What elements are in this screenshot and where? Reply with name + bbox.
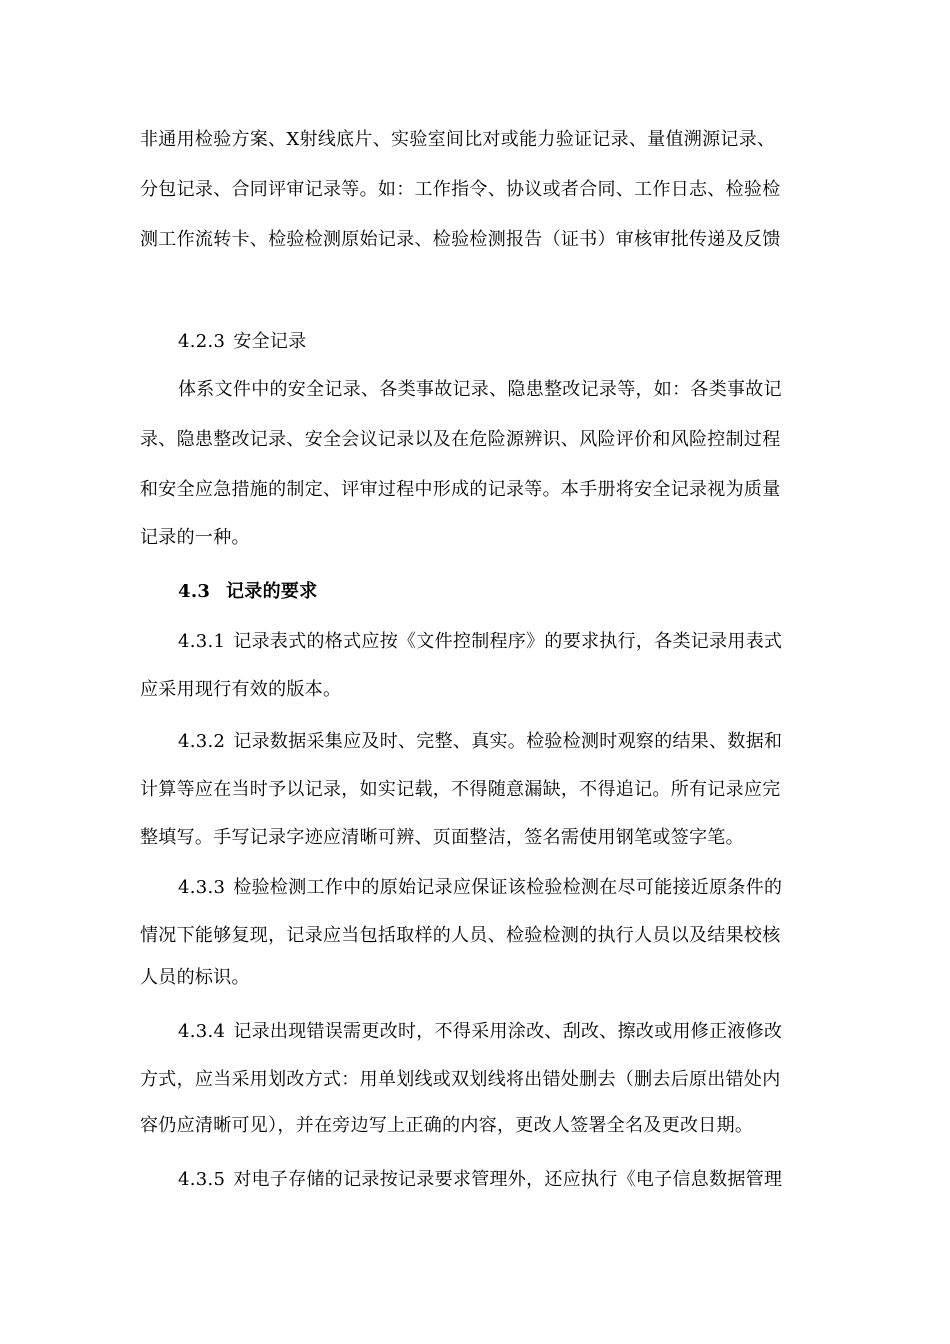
paragraph-line: 录、隐患整改记录、安全会议记录以及在危险源辨识、风险评价和风险控制过程 xyxy=(140,429,781,450)
clause-text: 记录出现错误需更改时，不得采用涂改、刮改、擦改或用修正液修改 xyxy=(233,1021,783,1042)
paragraph-line: 应采用现行有效的版本。 xyxy=(140,679,342,700)
clause-number: 4.3.1 xyxy=(178,631,226,652)
clause-4-3-3 xyxy=(178,876,782,900)
section-number: 4.3 xyxy=(178,581,211,602)
paragraph-line: 计算等应在当时予以记录，如实记载，不得随意漏缺，不得追记。所有记录应完 xyxy=(140,779,781,800)
clause-4-3-4 xyxy=(178,1020,782,1044)
clause-text: 对电子存储的记录按记录要求管理外，还应执行《电子信息数据管理 xyxy=(233,1169,783,1190)
clause-text: 记录数据采集应及时、完整、真实。检验检测时观察的结果、数据和 xyxy=(233,731,783,752)
section-heading-4-2-3 xyxy=(178,330,307,354)
paragraph-line: 人员的标识。 xyxy=(140,967,250,988)
paragraph-line: 记录的一种。 xyxy=(140,527,250,548)
section-number: 4.2.3 xyxy=(178,331,226,352)
clause-text: 记录表式的格式应按《文件控制程序》的要求执行，各类记录用表式 xyxy=(233,631,783,652)
section-title: 记录的要求 xyxy=(226,581,318,602)
paragraph-line: 和安全应急措施的制定、评审过程中形成的记录等。本手册将安全记录视为质量 xyxy=(140,479,781,500)
paragraph-line: 整填写。手写记录字迹应清晰可辨、页面整洁，签名需使用钢笔或签字笔。 xyxy=(140,827,744,848)
paragraph-line: 测工作流转卡、检验检测原始记录、检验检测报告（证书）审核审批传递及反馈 xyxy=(140,229,781,250)
clause-4-3-1 xyxy=(178,630,782,654)
paragraph-line: 情况下能够复现，记录应当包括取样的人员、检验检测的执行人员以及结果校核 xyxy=(140,925,781,946)
clause-text: 检验检测工作中的原始记录应保证该检验检测在尽可能接近原条件的 xyxy=(233,877,783,898)
paragraph-line: 分包记录、合同评审记录等。如：工作指令、协议或者合同、工作日志、检验检 xyxy=(140,179,781,200)
clause-number: 4.3.2 xyxy=(178,731,226,752)
clause-number: 4.3.4 xyxy=(178,1021,226,1042)
paragraph-line: 体系文件中的安全记录、各类事故记录、隐患整改记录等，如：各类事故记 xyxy=(178,379,782,400)
section-heading-4-3 xyxy=(178,580,318,604)
section-title: 安全记录 xyxy=(233,331,307,352)
clause-number: 4.3.5 xyxy=(178,1169,226,1190)
clause-4-3-5 xyxy=(178,1168,782,1192)
clause-number: 4.3.3 xyxy=(178,877,226,898)
paragraph-line: 容仍应清晰可见），并在旁边写上正确的内容，更改人签署全名及更改日期。 xyxy=(140,1115,754,1136)
paragraph-line: 方式，应当采用划改方式：用单划线或双划线将出错处删去（删去后原出错处内 xyxy=(140,1069,781,1090)
clause-4-3-2 xyxy=(178,730,782,754)
paragraph-line: 非通用检验方案、X射线底片、实验室间比对或能力验证记录、量值溯源记录、 xyxy=(140,129,776,150)
